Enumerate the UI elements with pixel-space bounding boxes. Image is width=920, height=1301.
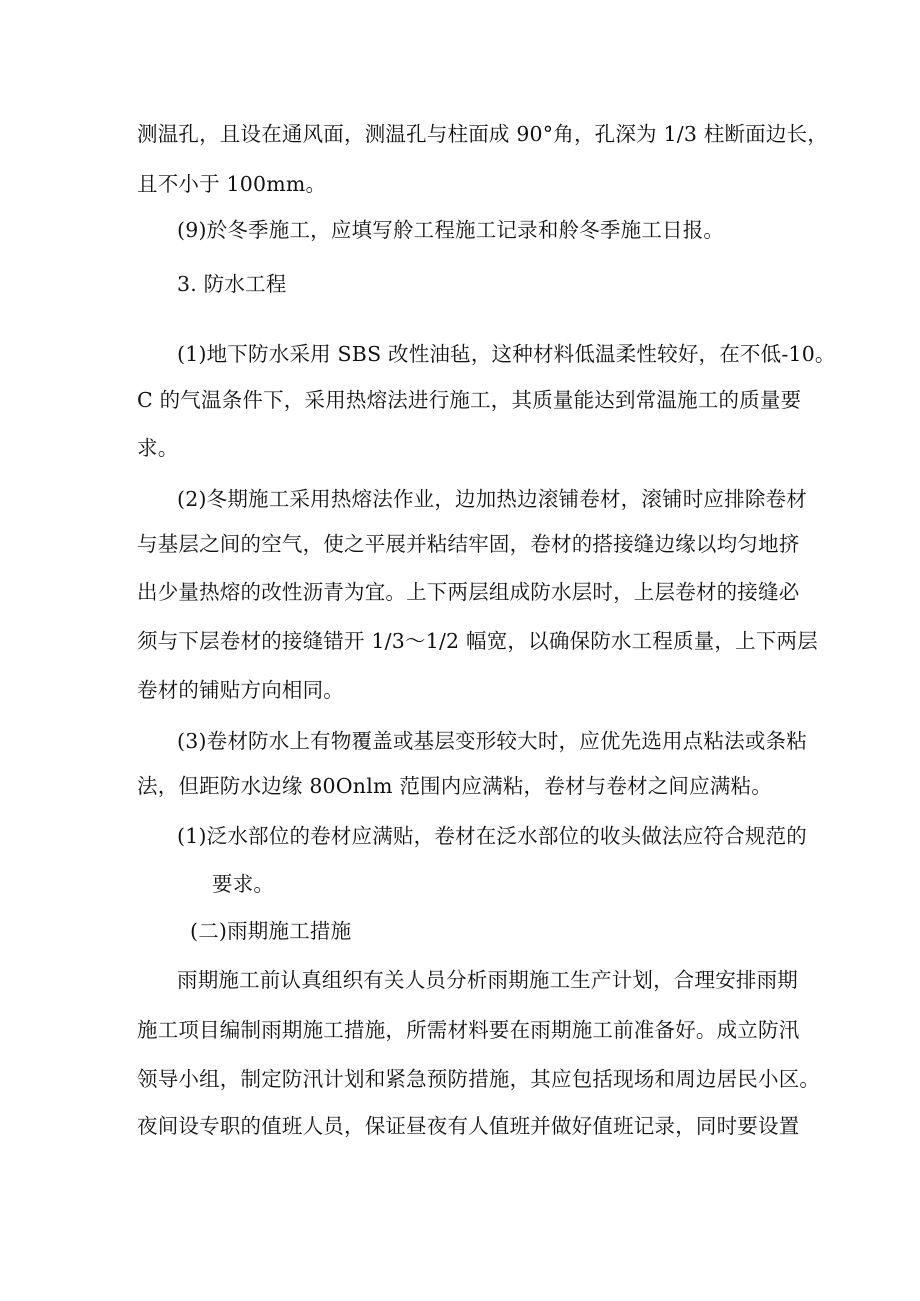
text-line: 且不小于 100mm。 [137, 172, 327, 196]
text-line: 测温孔，且设在通风面，测温孔与柱面成 90°角，孔深为 1/3 柱断面边长， [137, 122, 828, 146]
text-line: 雨期施工前认真组织有关人员分析雨期施工生产计划，合理安排雨期 [177, 968, 798, 992]
text-line: (1)地下防水采用 SBS 改性油毡，这种材料低温柔性较好，在不低-10。 [177, 342, 836, 366]
text-line: 与基层之间的空气，使之平展并粘结牢固，卷材的搭接缝边缘以均匀地挤 [137, 532, 800, 556]
text-line: (3)卷材防水上有物覆盖或基层变形较大时，应优先选用点粘法或条粘 [177, 729, 807, 753]
text-line: 须与下层卷材的接缝错开 1/3～1/2 幅宽，以确保防水工程质量，上下两层 [137, 629, 818, 653]
text-line: (1)泛水部位的卷材应满贴，卷材在泛水部位的收头做法应符合规范的 [177, 824, 807, 848]
text-line: 要求。 [212, 872, 275, 896]
text-line: 卷材的铺贴方向相同。 [137, 678, 344, 702]
section-heading: (二)雨期施工措施 [190, 919, 352, 943]
text-line: 法，但距防水边缘 80Onlm 范围内应满粘，卷材与卷材之间应满粘。 [137, 774, 772, 798]
text-line: C 的气温条件下，采用热熔法进行施工，其质量能达到常温施工的质量要 [137, 388, 802, 412]
text-line: 求。 [137, 436, 179, 460]
text-line: 施工项目编制雨期施工措施，所需材料要在雨期施工前准备好。成立防汛 [137, 1018, 800, 1042]
text-line: (2)冬期施工采用热熔法作业，边加热边滚铺卷材，滚铺时应排除卷材 [177, 487, 807, 511]
section-heading: 3. 防水工程 [177, 272, 287, 296]
text-line: (9)於冬季施工，应填写舲工程施工记录和舲冬季施工日报。 [177, 218, 725, 242]
text-line: 夜间设专职的值班人员，保证昼夜有人值班并做好值班记录，同时要设置 [137, 1114, 800, 1138]
text-line: 出少量热熔的改性沥青为宜。上下两层组成防水层时，上层卷材的接缝必 [137, 580, 800, 604]
text-line: 领导小组，制定防汛计划和紧急预防措施，其应包括现场和周边居民小区。 [137, 1067, 821, 1091]
